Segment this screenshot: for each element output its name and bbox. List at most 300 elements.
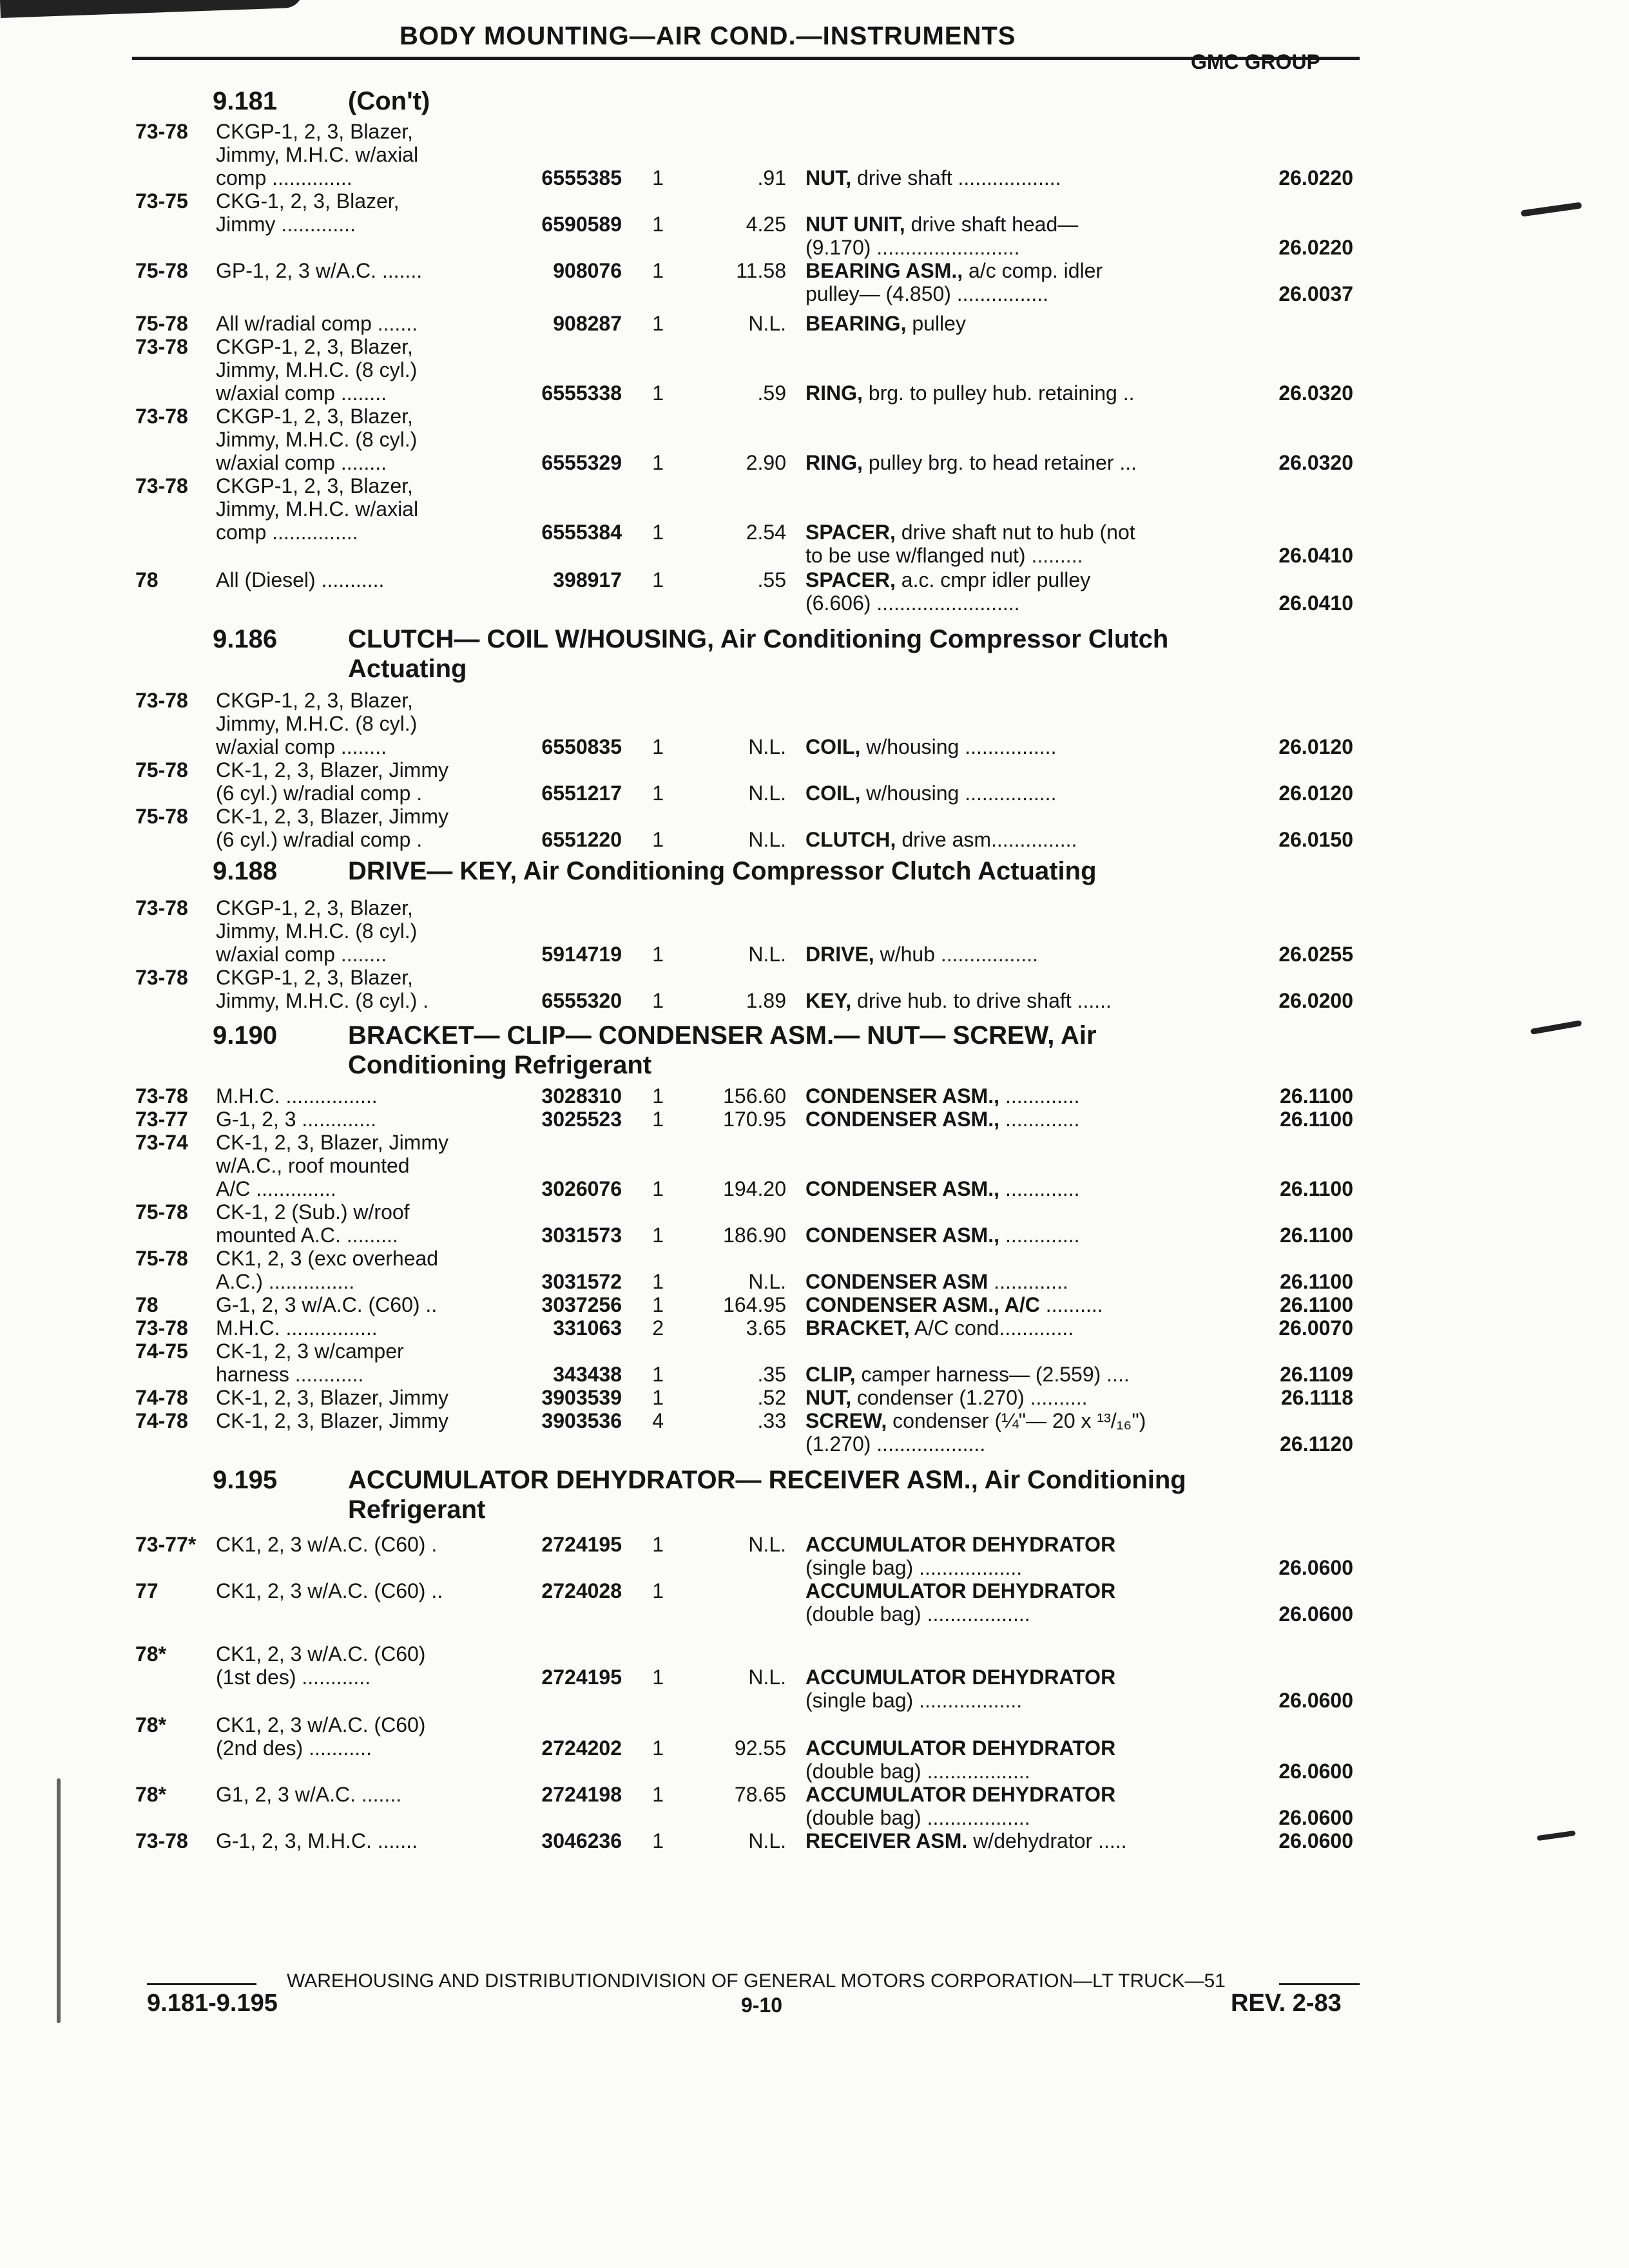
parts-row bbox=[0, 1293, 1629, 1317]
section-title-continued: Refrigerant bbox=[348, 1495, 486, 1524]
description-text: drive asm............... bbox=[896, 828, 1077, 851]
parts-row bbox=[0, 358, 1629, 382]
parts-row bbox=[0, 1269, 1629, 1294]
parts-row bbox=[0, 427, 1629, 452]
part-name: SCREW, bbox=[805, 1409, 887, 1432]
page-title: BODY MOUNTING—AIR COND.—INSTRUMENTS bbox=[400, 22, 1016, 50]
header-rule bbox=[132, 57, 1360, 60]
quantity: 1 bbox=[652, 1177, 664, 1200]
application: CKG-1, 2, 3, Blazer, bbox=[216, 189, 400, 213]
part-number: 6555385 bbox=[541, 166, 622, 189]
description bbox=[805, 781, 1056, 805]
section-number: 9.186 bbox=[213, 625, 278, 653]
price: 156.60 bbox=[723, 1084, 786, 1108]
catalog-code: 26.0150 bbox=[1278, 828, 1353, 851]
part-number: 2724202 bbox=[541, 1736, 622, 1760]
application: (1st des) ............ bbox=[216, 1666, 371, 1689]
part-name: CONDENSER ASM bbox=[805, 1270, 988, 1293]
catalog-code: 26.0220 bbox=[1278, 166, 1353, 189]
quantity: 2 bbox=[652, 1316, 664, 1340]
application: Jimmy, M.H.C. (8 cyl.) bbox=[216, 428, 418, 451]
parts-row bbox=[0, 189, 1629, 213]
description bbox=[805, 1805, 1030, 1830]
application: CK-1, 2, 3, Blazer, Jimmy bbox=[216, 1131, 448, 1154]
parts-row bbox=[0, 1246, 1629, 1271]
section-number: 9.188 bbox=[213, 857, 278, 885]
parts-row bbox=[0, 711, 1629, 736]
application: G-1, 2, 3, M.H.C. ....... bbox=[216, 1829, 418, 1852]
application: CK1, 2, 3 w/A.C. (C60) bbox=[216, 1713, 426, 1736]
model-year: 73-77* bbox=[135, 1533, 197, 1556]
application: Jimmy, M.H.C. w/axial bbox=[216, 143, 419, 166]
description-text: ............. bbox=[999, 1084, 1080, 1108]
parts-row bbox=[0, 1362, 1629, 1387]
description-text: drive shaft head— bbox=[905, 213, 1079, 236]
quantity: 1 bbox=[652, 451, 664, 474]
application: G-1, 2, 3 w/A.C. (C60) .. bbox=[216, 1293, 438, 1316]
quantity: 1 bbox=[652, 828, 664, 851]
part-name: ACCUMULATOR DEHYDRATOR bbox=[805, 1533, 1116, 1556]
parts-row bbox=[0, 1782, 1629, 1807]
section-title: BRACKET— CLIP— CONDENSER ASM.— NUT— SCREW, Air bbox=[348, 1021, 1097, 1050]
catalog-code: 26.0200 bbox=[1278, 989, 1353, 1012]
model-year: 78* bbox=[135, 1783, 167, 1806]
section-number: 9.195 bbox=[213, 1466, 278, 1494]
catalog-code: 26.0120 bbox=[1278, 782, 1353, 805]
part-name: BEARING, bbox=[805, 312, 907, 335]
application: All (Diesel) ........... bbox=[216, 568, 385, 591]
description bbox=[805, 1223, 1080, 1247]
price: .52 bbox=[757, 1386, 786, 1409]
application: Jimmy, M.H.C. (8 cyl.) bbox=[216, 358, 418, 381]
parts-row bbox=[0, 212, 1629, 236]
part-number: 3026076 bbox=[541, 1177, 622, 1200]
application: All w/radial comp ....... bbox=[216, 312, 418, 335]
model-year: 73-78 bbox=[135, 1316, 188, 1340]
model-year: 78 bbox=[135, 568, 159, 591]
description-text: (double bag) .................. bbox=[805, 1602, 1030, 1626]
price: 170.95 bbox=[723, 1108, 786, 1131]
parts-row bbox=[0, 942, 1629, 966]
catalog-code: 26.0410 bbox=[1278, 591, 1353, 615]
price: N.L. bbox=[748, 1829, 786, 1852]
catalog-code: 26.1100 bbox=[1280, 1108, 1353, 1131]
model-year: 74-75 bbox=[135, 1340, 188, 1363]
price: 186.90 bbox=[723, 1224, 786, 1247]
parts-row bbox=[0, 1555, 1629, 1580]
parts-row bbox=[0, 1223, 1629, 1247]
parts-row bbox=[0, 311, 1629, 336]
description bbox=[805, 568, 1090, 592]
part-name: CONDENSER ASM., bbox=[805, 1224, 1000, 1247]
price: N.L. bbox=[748, 1533, 786, 1556]
part-number: 908287 bbox=[553, 312, 622, 335]
price: 92.55 bbox=[734, 1736, 786, 1760]
description bbox=[805, 1269, 1068, 1294]
catalog-code: 26.0070 bbox=[1278, 1316, 1353, 1340]
parts-row bbox=[0, 235, 1629, 260]
description-text: (double bag) .................. bbox=[805, 1806, 1030, 1829]
description bbox=[805, 520, 1135, 544]
application: comp .............. bbox=[216, 166, 352, 189]
description-text: drive shaft nut to hub (not bbox=[895, 521, 1135, 544]
description bbox=[805, 450, 1137, 475]
part-number: 908076 bbox=[553, 259, 622, 282]
section-title: ACCUMULATOR DEHYDRATOR— RECEIVER ASM., Air Conditioning bbox=[348, 1466, 1186, 1494]
application: G1, 2, 3 w/A.C. ....... bbox=[216, 1783, 402, 1806]
part-number: 6551217 bbox=[541, 782, 622, 805]
description-text: (single bag) .................. bbox=[805, 1556, 1023, 1579]
part-name: NUT, bbox=[805, 166, 852, 189]
section-heading bbox=[213, 1466, 1186, 1524]
description-text: drive hub. to drive shaft ...... bbox=[851, 989, 1112, 1012]
application: G-1, 2, 3 ............. bbox=[216, 1108, 376, 1131]
model-year: 73-78 bbox=[135, 689, 188, 712]
application: CK-1, 2, 3, Blazer, Jimmy bbox=[216, 1409, 448, 1432]
part-number: 6551220 bbox=[541, 828, 622, 851]
application: CK1, 2, 3 w/A.C. (C60) bbox=[216, 1642, 426, 1666]
description bbox=[805, 212, 1078, 236]
quantity: 1 bbox=[652, 1363, 664, 1386]
parts-row bbox=[0, 1805, 1629, 1830]
section-title: (Con't) bbox=[348, 87, 430, 115]
quantity: 1 bbox=[652, 521, 664, 544]
parts-row bbox=[0, 258, 1629, 283]
part-number: 6555329 bbox=[541, 451, 622, 474]
price: 1.89 bbox=[746, 989, 786, 1012]
parts-row bbox=[0, 1084, 1629, 1108]
description-text: to be use w/flanged nut) ......... bbox=[805, 544, 1083, 567]
description bbox=[805, 1665, 1115, 1689]
application: CKGP-1, 2, 3, Blazer, bbox=[216, 474, 413, 497]
parts-row bbox=[0, 1759, 1629, 1783]
parts-row bbox=[0, 1602, 1629, 1626]
price: N.L. bbox=[748, 943, 786, 966]
price: N.L. bbox=[748, 782, 786, 805]
model-year: 73-78 bbox=[135, 474, 188, 497]
description-text: (double bag) .................. bbox=[805, 1760, 1030, 1783]
catalog-code: 26.0600 bbox=[1278, 1760, 1353, 1783]
description bbox=[805, 1432, 985, 1456]
part-number: 2724028 bbox=[541, 1579, 622, 1602]
description bbox=[805, 282, 1048, 306]
section-title-continued: Actuating bbox=[348, 655, 467, 683]
description bbox=[805, 1408, 1146, 1433]
quantity: 1 bbox=[652, 259, 664, 282]
model-year: 75-78 bbox=[135, 259, 188, 282]
part-name: SPACER, bbox=[805, 568, 896, 591]
part-name: CONDENSER ASM., bbox=[805, 1084, 1000, 1108]
scan-smudge bbox=[0, 0, 304, 18]
model-year: 73-75 bbox=[135, 189, 188, 213]
description bbox=[805, 1177, 1080, 1201]
parts-row bbox=[0, 1579, 1629, 1603]
part-number: 3031572 bbox=[541, 1270, 622, 1293]
quantity: 1 bbox=[652, 1783, 664, 1806]
quantity: 1 bbox=[652, 312, 664, 335]
description-text: (9.170) ......................... bbox=[805, 236, 1020, 259]
description-text: A/C cond............. bbox=[909, 1316, 1074, 1340]
catalog-code: 26.0600 bbox=[1278, 1689, 1353, 1712]
part-number: 6590589 bbox=[541, 213, 622, 236]
model-year: 73-78 bbox=[135, 966, 188, 989]
model-year: 75-78 bbox=[135, 1200, 188, 1224]
description-text: w/dehydrator ..... bbox=[967, 1829, 1127, 1852]
description bbox=[805, 1107, 1080, 1131]
application: CK1, 2, 3 w/A.C. (C60) . bbox=[216, 1533, 438, 1556]
parts-row bbox=[0, 568, 1629, 592]
parts-row bbox=[0, 758, 1629, 782]
parts-row bbox=[0, 282, 1629, 306]
catalog-code: 26.1100 bbox=[1280, 1177, 1353, 1200]
description-text: (single bag) .................. bbox=[805, 1689, 1023, 1712]
catalog-code: 26.1100 bbox=[1280, 1270, 1353, 1293]
parts-row bbox=[0, 965, 1629, 990]
parts-row bbox=[0, 919, 1629, 943]
part-number: 6555320 bbox=[541, 989, 622, 1012]
application: CK1, 2, 3 (exc overhead bbox=[216, 1247, 439, 1270]
description bbox=[805, 381, 1134, 405]
catalog-code: 26.1100 bbox=[1280, 1293, 1353, 1316]
application: harness ............ bbox=[216, 1363, 364, 1386]
part-number: 3903539 bbox=[541, 1386, 622, 1409]
application: Jimmy, M.H.C. (8 cyl.) . bbox=[216, 989, 429, 1012]
parts-row bbox=[0, 1408, 1629, 1433]
quantity: 1 bbox=[652, 1533, 664, 1556]
catalog-code: 26.0410 bbox=[1278, 544, 1353, 567]
model-year: 73-74 bbox=[135, 1131, 188, 1154]
model-year: 74-78 bbox=[135, 1386, 188, 1409]
description-text: a.c. cmpr idler pulley bbox=[895, 568, 1091, 591]
application: (6 cyl.) w/radial comp . bbox=[216, 782, 423, 805]
parts-row bbox=[0, 1665, 1629, 1689]
quantity: 1 bbox=[652, 213, 664, 236]
parts-row bbox=[0, 1385, 1629, 1410]
model-year: 78* bbox=[135, 1642, 167, 1666]
application: CK-1, 2, 3, Blazer, Jimmy bbox=[216, 758, 448, 782]
description bbox=[805, 1736, 1115, 1760]
application: CKGP-1, 2, 3, Blazer, bbox=[216, 405, 413, 428]
parts-row bbox=[0, 1339, 1629, 1363]
part-name: COIL, bbox=[805, 782, 861, 805]
parts-row bbox=[0, 735, 1629, 759]
application: A/C .............. bbox=[216, 1177, 336, 1200]
parts-row bbox=[0, 781, 1629, 805]
application: w/A.C., roof mounted bbox=[216, 1154, 410, 1177]
model-year: 75-78 bbox=[135, 1247, 188, 1270]
section-title-continued: Conditioning Refrigerant bbox=[348, 1051, 652, 1079]
price: .59 bbox=[757, 381, 786, 405]
group-label: GMC GROUP bbox=[1191, 50, 1320, 73]
description bbox=[805, 1555, 1022, 1580]
description bbox=[805, 166, 1061, 190]
catalog-code: 26.0120 bbox=[1278, 735, 1353, 758]
description-text: brg. to pulley hub. retaining .. bbox=[862, 381, 1135, 405]
description-text: a/c comp. idler bbox=[963, 259, 1103, 282]
section-number: 9.181 bbox=[213, 87, 278, 115]
part-name: CONDENSER ASM., A/C bbox=[805, 1293, 1040, 1316]
parts-row bbox=[0, 1200, 1629, 1224]
description bbox=[805, 1532, 1115, 1557]
price: 164.95 bbox=[723, 1293, 786, 1316]
description bbox=[805, 1602, 1030, 1626]
catalog-code: 26.1100 bbox=[1280, 1084, 1353, 1108]
footer-rule-right bbox=[1279, 1983, 1360, 1985]
application: GP-1, 2, 3 w/A.C. ....... bbox=[216, 259, 423, 282]
description bbox=[805, 1688, 1022, 1713]
part-name: NUT UNIT, bbox=[805, 213, 905, 236]
description bbox=[805, 1759, 1030, 1783]
quantity: 1 bbox=[652, 568, 664, 591]
application: CK-1, 2, 3, Blazer, Jimmy bbox=[216, 1386, 448, 1409]
quantity: 1 bbox=[652, 166, 664, 189]
part-number: 331063 bbox=[553, 1316, 622, 1340]
part-name: CONDENSER ASM., bbox=[805, 1177, 1000, 1200]
margin-mark bbox=[1530, 1020, 1582, 1035]
description bbox=[805, 1362, 1130, 1387]
quantity: 1 bbox=[652, 381, 664, 405]
part-number: 2724195 bbox=[541, 1666, 622, 1689]
description bbox=[805, 543, 1083, 568]
model-year: 75-78 bbox=[135, 758, 188, 782]
description bbox=[805, 311, 966, 336]
price: .91 bbox=[757, 166, 786, 189]
parts-row bbox=[0, 1829, 1629, 1853]
part-number: 3903536 bbox=[541, 1409, 622, 1432]
quantity: 1 bbox=[652, 1224, 664, 1247]
application: CK-1, 2 (Sub.) w/roof bbox=[216, 1200, 410, 1224]
description-text: condenser (1.270) .......... bbox=[851, 1386, 1088, 1409]
description-text: w/housing ................ bbox=[860, 782, 1057, 805]
application: CKGP-1, 2, 3, Blazer, bbox=[216, 689, 413, 712]
section-title: DRIVE— KEY, Air Conditioning Compressor Clutch Actuating bbox=[348, 857, 1097, 885]
parts-row bbox=[0, 804, 1629, 829]
part-number: 5914719 bbox=[541, 943, 622, 966]
part-name: RING, bbox=[805, 451, 863, 474]
price: N.L. bbox=[748, 735, 786, 758]
part-number: 3028310 bbox=[541, 1084, 622, 1108]
application: CKGP-1, 2, 3, Blazer, bbox=[216, 966, 413, 989]
parts-row bbox=[0, 591, 1629, 615]
quantity: 1 bbox=[652, 1293, 664, 1316]
part-number: 343438 bbox=[553, 1363, 622, 1386]
quantity: 1 bbox=[652, 1084, 664, 1108]
application: (6 cyl.) w/radial comp . bbox=[216, 828, 423, 851]
model-year: 73-78 bbox=[135, 405, 188, 428]
description bbox=[805, 1782, 1115, 1807]
catalog-code: 26.1118 bbox=[1280, 1386, 1353, 1409]
part-number: 3031573 bbox=[541, 1224, 622, 1247]
application: w/axial comp ........ bbox=[216, 943, 387, 966]
description-text: w/hub ................. bbox=[874, 943, 1038, 966]
part-number: 2724195 bbox=[541, 1533, 622, 1556]
parts-row bbox=[0, 1688, 1629, 1713]
catalog-code: 26.1120 bbox=[1280, 1432, 1353, 1456]
parts-row bbox=[0, 1736, 1629, 1760]
quantity: 1 bbox=[652, 782, 664, 805]
quantity: 1 bbox=[652, 1270, 664, 1293]
binding-edge-mark bbox=[57, 1778, 61, 2023]
quantity: 1 bbox=[652, 1579, 664, 1602]
part-number: 6555384 bbox=[541, 521, 622, 544]
application: A.C.) ............... bbox=[216, 1270, 355, 1293]
description-text: ............. bbox=[999, 1108, 1080, 1131]
application: CKGP-1, 2, 3, Blazer, bbox=[216, 896, 413, 919]
price: 3.65 bbox=[746, 1316, 786, 1340]
catalog-code: 26.0320 bbox=[1278, 451, 1353, 474]
application: CK-1, 2, 3, Blazer, Jimmy bbox=[216, 805, 448, 828]
description bbox=[805, 1084, 1080, 1108]
part-name: CLUTCH, bbox=[805, 828, 896, 851]
description bbox=[805, 1293, 1103, 1317]
parts-row bbox=[0, 381, 1629, 405]
model-year: 77 bbox=[135, 1579, 159, 1602]
application: mounted A.C. ......... bbox=[216, 1224, 398, 1247]
parts-row bbox=[0, 1532, 1629, 1557]
price: 11.58 bbox=[736, 259, 786, 282]
footer-text: WAREHOUSING AND DISTRIBUTIONDIVISION OF GENERAL MOTORS CORPORATION—LT TRUCK—51 bbox=[287, 1970, 1226, 1992]
parts-row bbox=[0, 688, 1629, 713]
price: 2.54 bbox=[746, 521, 786, 544]
part-name: DRIVE, bbox=[805, 943, 874, 966]
section-number: 9.190 bbox=[213, 1021, 278, 1050]
catalog-code: 26.0220 bbox=[1278, 236, 1353, 259]
parts-row bbox=[0, 543, 1629, 568]
part-name: RECEIVER ASM. bbox=[805, 1829, 968, 1852]
section-title: CLUTCH— COIL W/HOUSING, Air Conditioning Compressor Clutch bbox=[348, 625, 1169, 653]
description bbox=[805, 942, 1038, 966]
description bbox=[805, 1316, 1074, 1340]
catalog-code: 26.0320 bbox=[1278, 381, 1353, 405]
parts-row bbox=[0, 827, 1629, 852]
description-text: condenser (¼"— 20 x ¹³/₁₆") bbox=[887, 1409, 1146, 1432]
description-text: ............. bbox=[999, 1177, 1080, 1200]
part-name: COIL, bbox=[805, 735, 861, 758]
section-heading bbox=[213, 1021, 1097, 1080]
application: CK-1, 2, 3 w/camper bbox=[216, 1340, 404, 1363]
part-number: 3046236 bbox=[541, 1829, 622, 1852]
price: N.L. bbox=[748, 828, 786, 851]
parts-row bbox=[0, 119, 1629, 144]
parts-row bbox=[0, 1177, 1629, 1201]
part-name: BRACKET, bbox=[805, 1316, 910, 1340]
part-name: ACCUMULATOR DEHYDRATOR bbox=[805, 1579, 1116, 1602]
application: Jimmy ............. bbox=[216, 213, 356, 236]
price: .35 bbox=[757, 1363, 786, 1386]
catalog-code: 26.0037 bbox=[1278, 282, 1353, 305]
description-text: ............. bbox=[999, 1224, 1080, 1247]
part-number: 398917 bbox=[553, 568, 622, 591]
description bbox=[805, 1385, 1088, 1410]
price: 2.90 bbox=[746, 451, 786, 474]
model-year: 78* bbox=[135, 1713, 167, 1736]
part-name: SPACER, bbox=[805, 521, 896, 544]
catalog-code: 26.0600 bbox=[1278, 1602, 1353, 1626]
application: w/axial comp ........ bbox=[216, 381, 387, 405]
catalog-code: 26.0600 bbox=[1278, 1806, 1353, 1829]
quantity: 1 bbox=[652, 943, 664, 966]
quantity: 1 bbox=[652, 1736, 664, 1760]
application: comp ............... bbox=[216, 521, 358, 544]
part-name: ACCUMULATOR DEHYDRATOR bbox=[805, 1783, 1116, 1806]
parts-row bbox=[0, 896, 1629, 920]
quantity: 1 bbox=[652, 1829, 664, 1852]
application: Jimmy, M.H.C. (8 cyl.) bbox=[216, 919, 418, 943]
description bbox=[805, 1829, 1127, 1853]
model-year: 74-78 bbox=[135, 1409, 188, 1432]
catalog-code: 26.0600 bbox=[1278, 1556, 1353, 1579]
catalog-code: 26.1100 bbox=[1280, 1224, 1353, 1247]
